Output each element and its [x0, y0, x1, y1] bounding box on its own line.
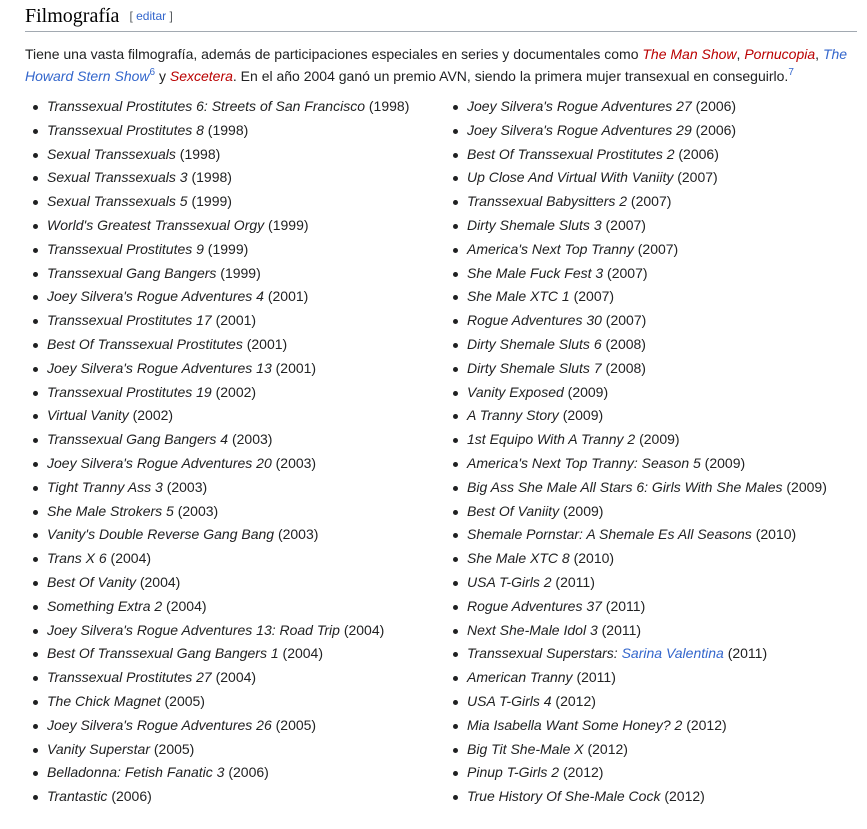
- film-year: (2001): [211, 312, 257, 329]
- film-list-item: [33, 452, 443, 476]
- film-year: (1999): [187, 193, 232, 210]
- film-year: (2007): [633, 240, 679, 257]
- film-title: Joey Silvera's Rogue Adventures 13: Road Trip: [47, 621, 340, 638]
- film-title: Dirty Shemale Sluts 3: [467, 216, 602, 233]
- film-year: (2004): [135, 573, 181, 590]
- film-list-item: [453, 500, 867, 524]
- film-list-item: [33, 476, 443, 500]
- film-title: Transsexual Superstars:: [467, 645, 622, 662]
- film-title: Dirty Shemale Sluts 7: [467, 359, 602, 376]
- film-title: Rogue Adventures 37: [467, 597, 602, 614]
- film-list-item: [453, 571, 867, 595]
- film-title: World's Greatest Transsexual Orgy: [47, 216, 265, 233]
- film-title: USA T-Girls 4: [467, 692, 552, 709]
- film-list-item: [33, 595, 443, 619]
- film-year: (2012): [682, 716, 727, 733]
- film-title: The Chick Magnet: [47, 692, 161, 709]
- film-title: Trans X 6: [47, 550, 107, 567]
- film-year: (2005): [271, 716, 317, 733]
- film-year: (2002): [128, 407, 174, 424]
- film-title: Joey Silvera's Rogue Adventures 26: [47, 716, 272, 733]
- edit-bracket-close: ]: [169, 9, 173, 23]
- film-list-item: [453, 523, 867, 547]
- film-year: (1999): [203, 240, 249, 257]
- film-year: (2011): [597, 621, 642, 638]
- film-year: (2003): [228, 431, 273, 448]
- film-title: Rogue Adventures 30: [467, 312, 602, 329]
- film-list-item: [453, 381, 867, 405]
- film-title: Joey Silvera's Rogue Adventures 13: [47, 359, 272, 376]
- film-list-item: [33, 619, 443, 643]
- film-title: America's Next Top Tranny: Season 5: [467, 454, 701, 471]
- film-list-item: [33, 714, 443, 738]
- film-title: Virtual Vanity: [47, 407, 129, 424]
- film-year: (2004): [162, 597, 207, 614]
- film-list-item: [453, 547, 867, 571]
- film-year: (2001): [271, 359, 317, 376]
- film-title: Vanity's Double Reverse Gang Bang: [47, 526, 275, 543]
- film-year: (2004): [106, 550, 152, 567]
- film-year: (2012): [583, 740, 628, 757]
- film-year: (1998): [187, 169, 232, 186]
- film-list-item: [453, 738, 867, 762]
- film-year: (2004): [339, 621, 385, 638]
- film-title: Tight Tranny Ass 3: [47, 478, 163, 495]
- film-title: A Tranny Story: [467, 407, 559, 424]
- film-title: Transsexual Prostitutes 27: [47, 669, 212, 686]
- film-title: Vanity Exposed: [467, 383, 564, 400]
- film-list-item: [453, 690, 867, 714]
- film-list-item: [453, 143, 867, 167]
- film-title: Next She-Male Idol 3: [467, 621, 598, 638]
- film-year: (2001): [242, 335, 288, 352]
- link-howard-stern-show[interactable]: The Howard Stern Show: [25, 46, 848, 84]
- film-title: Transsexual Prostitutes 17: [47, 312, 212, 329]
- film-year: (2004): [211, 669, 257, 686]
- film-list-item: [33, 309, 443, 333]
- film-title: Something Extra 2: [47, 597, 163, 614]
- film-list-item: [33, 500, 443, 524]
- film-title: Sexual Transsexuals: [47, 145, 176, 162]
- film-year: (2003): [274, 526, 319, 543]
- edit-section-link[interactable]: editar: [136, 9, 167, 23]
- film-title: Best Of Vanity: [47, 573, 136, 590]
- film-title: Big Ass She Male All Stars 6: Girls With She Males: [467, 478, 783, 495]
- intro-sep-2: ,: [815, 46, 823, 62]
- film-year: (1998): [175, 145, 221, 162]
- film-title: Shemale Pornstar: A Shemale Es All Seasons: [467, 526, 752, 543]
- film-year: (2009): [782, 478, 827, 495]
- film-title: She Male Strokers 5: [47, 502, 174, 519]
- film-title: Joey Silvera's Rogue Adventures 29: [467, 121, 692, 138]
- film-year: (2012): [551, 692, 596, 709]
- film-title: American Tranny: [467, 669, 573, 686]
- film-title: Transsexual Gang Bangers: [47, 264, 217, 281]
- film-year: (2005): [160, 692, 205, 709]
- film-title: Best Of Transsexual Prostitutes 2: [467, 145, 675, 162]
- film-list-item: [33, 95, 443, 119]
- film-title: Big Tit She-Male X: [467, 740, 584, 757]
- film-title: Best Of Transsexual Gang Bangers 1: [47, 645, 279, 662]
- film-list-item: [453, 619, 867, 643]
- film-list-item: [33, 761, 443, 785]
- film-title: Dirty Shemale Sluts 6: [467, 335, 602, 352]
- film-list-item: [33, 547, 443, 571]
- film-list-item: [33, 690, 443, 714]
- film-list-item: [33, 571, 443, 595]
- film-title: Joey Silvera's Rogue Adventures 4: [47, 288, 264, 305]
- edit-bracket-open: [: [129, 9, 133, 23]
- film-list-item: [33, 357, 443, 381]
- intro-text-1: Tiene una vasta filmografía, además de participaciones especiales en series y documentales como: [25, 46, 643, 62]
- film-title: Vanity Superstar: [47, 740, 150, 757]
- film-list-item: [453, 238, 867, 262]
- film-year: (2007): [601, 312, 647, 329]
- section-title: Filmografía: [25, 5, 120, 27]
- film-title: 1st Equipo With A Tranny 2: [467, 431, 636, 448]
- link-pornucopia[interactable]: Pornucopia: [744, 46, 816, 62]
- film-year: (2010): [569, 550, 615, 567]
- film-list-item: [453, 761, 867, 785]
- film-list-item: [453, 666, 867, 690]
- film-title: Joey Silvera's Rogue Adventures 20: [47, 454, 272, 471]
- film-list-item: [453, 119, 867, 143]
- film-list-item: [453, 357, 867, 381]
- film-title: She Male XTC 8: [467, 550, 570, 567]
- film-list-item: [453, 595, 867, 619]
- film-list-item: [453, 309, 867, 333]
- film-list-item: [33, 262, 443, 286]
- intro-sep-3: y: [155, 68, 170, 84]
- film-list-item: [33, 285, 443, 309]
- film-title: Joey Silvera's Rogue Adventures 27: [467, 98, 692, 114]
- film-list-item: [33, 642, 443, 666]
- film-list-item: [453, 476, 867, 500]
- film-person-link[interactable]: Sarina Valentina: [621, 645, 724, 662]
- film-list-item: [33, 143, 443, 167]
- film-year: (2003): [162, 478, 208, 495]
- film-year: (2007): [569, 288, 615, 305]
- film-year: (2008): [601, 359, 646, 376]
- film-year: (2012): [660, 788, 705, 805]
- film-year: (2002): [211, 383, 257, 400]
- film-year: (2005): [149, 740, 195, 757]
- film-year: (1999): [264, 216, 309, 233]
- film-list-item: [33, 333, 443, 357]
- film-list-item: [453, 285, 867, 309]
- film-list-item: [453, 262, 867, 286]
- film-year: (2006): [224, 764, 269, 781]
- film-list-item: [33, 238, 443, 262]
- film-year: (2003): [271, 454, 317, 471]
- film-year: (2006): [107, 788, 152, 805]
- film-list-item: [453, 785, 867, 809]
- film-list-item: [33, 166, 443, 190]
- film-year: (2007): [673, 169, 718, 186]
- film-list-item: [33, 428, 443, 452]
- film-title: Up Close And Virtual With Vaniity: [467, 169, 674, 186]
- link-sexcetera[interactable]: Sexcetera: [169, 68, 233, 84]
- film-year: (2011): [601, 597, 646, 614]
- film-title: Sexual Transsexuals 3: [47, 169, 188, 186]
- film-title: She Male Fuck Fest 3: [467, 264, 604, 281]
- film-title: Pinup T-Girls 2: [467, 764, 560, 781]
- film-title: Belladonna: Fetish Fanatic 3: [47, 764, 225, 781]
- film-year: (2008): [601, 335, 646, 352]
- film-list-item: [33, 738, 443, 762]
- film-list-item: [33, 523, 443, 547]
- film-year: (2012): [559, 764, 604, 781]
- film-list-item: [453, 214, 867, 238]
- film-title: She Male XTC 1: [467, 288, 570, 305]
- film-year: (1999): [216, 264, 261, 281]
- film-title: Transsexual Prostitutes 6: Streets of San Francisco: [47, 98, 365, 114]
- film-list-item: [453, 404, 867, 428]
- film-year: (2006): [691, 98, 737, 114]
- film-year: (1998): [365, 98, 410, 114]
- film-title: Best Of Transsexual Prostitutes: [47, 335, 243, 352]
- film-list-item: [453, 642, 867, 666]
- film-list-item: [33, 190, 443, 214]
- film-year: (2001): [263, 288, 309, 305]
- film-year: (2011): [551, 573, 595, 590]
- filmography-list-left: [33, 95, 443, 809]
- film-year: (2009): [563, 383, 609, 400]
- film-title: True History Of She-Male Cock: [467, 788, 661, 805]
- section-heading: [25, 0, 857, 32]
- film-year: (2004): [278, 645, 323, 662]
- film-title: Transsexual Babysitters 2: [467, 193, 628, 210]
- film-year: (2006): [674, 145, 719, 162]
- film-year: (2009): [635, 431, 680, 448]
- film-list-item: [453, 95, 867, 119]
- film-list-item: [33, 404, 443, 428]
- film-list-item: [453, 333, 867, 357]
- link-the-man-show[interactable]: The Man Show: [642, 46, 737, 62]
- film-year: (2007): [601, 216, 646, 233]
- film-list-item: [453, 428, 867, 452]
- film-year: (2011): [723, 645, 768, 662]
- intro-sep-1: ,: [736, 46, 745, 62]
- film-list-item: [33, 214, 443, 238]
- filmography-list-right: [453, 95, 867, 809]
- film-year: (2009): [559, 502, 604, 519]
- film-year: (1998): [203, 121, 249, 138]
- film-year: (2009): [558, 407, 604, 424]
- film-title: America's Next Top Tranny: [467, 240, 634, 257]
- film-list-item: [33, 381, 443, 405]
- film-year: (2010): [751, 526, 797, 543]
- film-year: (2011): [572, 669, 616, 686]
- film-list-item: [33, 119, 443, 143]
- film-title: Transsexual Prostitutes 9: [47, 240, 204, 257]
- film-list-item: [453, 714, 867, 738]
- film-list-item: [453, 452, 867, 476]
- film-year: (2006): [691, 121, 737, 138]
- edit-section: [129, 9, 172, 23]
- film-list-item: [453, 166, 867, 190]
- intro-text-2: . En el año 2004 ganó un premio AVN, siendo la primera mujer transexual en conseguirlo.: [232, 68, 789, 84]
- film-title: Sexual Transsexuals 5: [47, 193, 188, 210]
- film-title: Transsexual Gang Bangers 4: [47, 431, 229, 448]
- film-list-item: [33, 785, 443, 809]
- film-title: Transsexual Prostitutes 19: [47, 383, 212, 400]
- film-title: Best Of Vaniity: [467, 502, 560, 519]
- film-year: (2007): [627, 193, 672, 210]
- reference-7[interactable]: 7: [788, 67, 794, 78]
- film-title: Trantastic: [47, 788, 108, 805]
- film-list-item: [33, 666, 443, 690]
- film-year: (2007): [603, 264, 648, 281]
- film-title: Transsexual Prostitutes 8: [47, 121, 204, 138]
- film-title: Mia Isabella Want Some Honey? 2: [467, 716, 683, 733]
- film-title: USA T-Girls 2: [467, 573, 552, 590]
- film-year: (2009): [700, 454, 746, 471]
- intro-paragraph: [25, 43, 857, 87]
- reference-6[interactable]: 6: [149, 67, 156, 78]
- film-list-item: [453, 190, 867, 214]
- film-year: (2003): [173, 502, 219, 519]
